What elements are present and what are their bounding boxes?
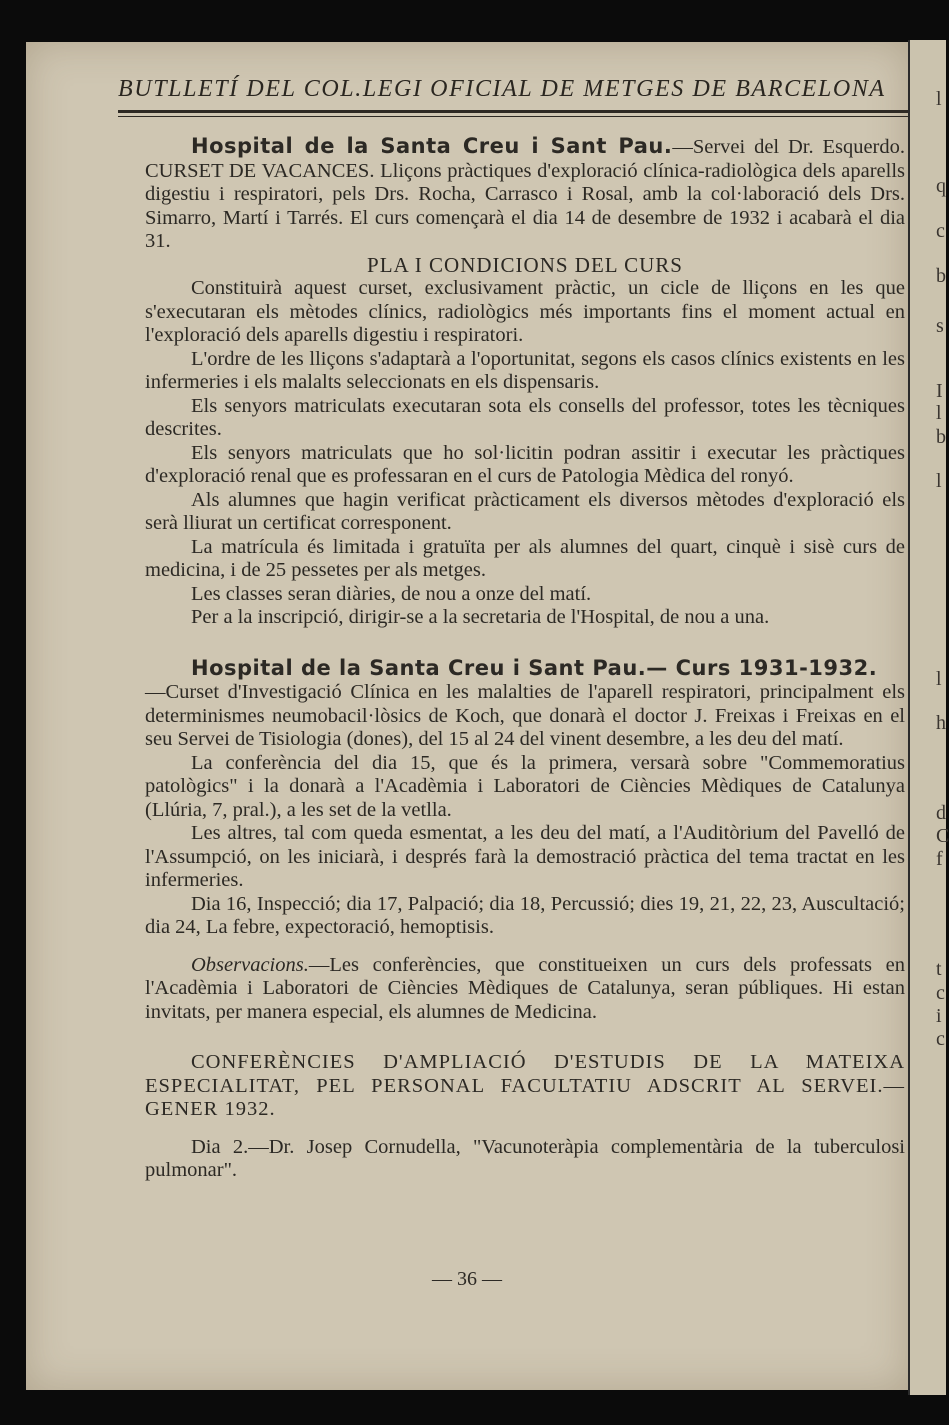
- paragraph: Les altres, tal com queda esmentat, a les deu del matí, a l'Auditòrium del Pavelló de l'Assumpció, on les iniciarà, i després farà la demostració pràctica del tema tractat en les infermeries.: [145, 822, 905, 891]
- section-1-intro-text: —Servei del Dr. Esquerdo. CURSET DE VACANCES. Lliçons pràctiques d'exploració clínica-radiològica dels aparells digestiu i respiratori, pels Drs. Rocha, Carrasco i Rosal, amb la col·laboració dels Drs. Simarro, Martí i Tarrés. El curs començarà el dia 14 de desembre de 1932 i acabarà el dia 31.: [145, 136, 905, 252]
- course-plan-title: PLA I CONDICIONS DEL CURS: [367, 252, 683, 277]
- adjacent-fragment: l: [936, 402, 942, 424]
- paragraph: Constituirà aquest curset, exclusivament pràctic, un cicle de lliçons en les que s'executaran els mètodes clínics, radiològics més importants fins el moment actual en l'exploració dels aparells digestiu i respiratori.: [145, 277, 905, 346]
- header-rule: [118, 110, 908, 113]
- adjacent-fragment: c: [936, 220, 945, 242]
- observations-text: —Les conferències, que constitueixen un curs dels professats en l'Acadèmia i Laboratori de Ciències Mèdiques de Catalunya, seran públiques. Hi estan invitats, per manera especial, els alumnes de Medicina.: [145, 953, 905, 1023]
- spacer: [145, 630, 905, 657]
- running-header: BUTLLETÍ DEL COL.LEGI OFICIAL DE METGES DE BARCELONA: [118, 76, 886, 102]
- paragraph: La conferència del dia 15, que és la primera, versarà sobre "Commemoratius patològics" i la donarà a l'Acadèmia i Laboratori de Ciències Mèdiques de Catalunya (Llúria, 7, pral.), a les set de la vetlla.: [145, 751, 905, 821]
- paragraph: L'ordre de les lliçons s'adaptarà a l'oportunitat, segons els casos clínics existents en les infermeries i els malalts seleccionats en els dispensaris.: [145, 347, 905, 393]
- section-2-heading: Hospital de la Santa Creu i Sant Pau.— Curs 1931-1932.: [191, 655, 878, 680]
- spacer: [145, 1024, 905, 1051]
- adjacent-fragment: l: [936, 668, 942, 690]
- adjacent-fragment: b: [936, 265, 946, 287]
- adjacent-fragment: c: [936, 982, 945, 1004]
- section-3-heading: CONFERÈNCIES D'AMPLIACIÓ D'ESTUDIS DE LA MATEIXA ESPECIALITAT, PEL PERSONAL FACULTATIU ADSCRIT AL SERVEI.—GENER 1932.: [145, 1051, 905, 1120]
- adjacent-fragment: s: [936, 315, 944, 337]
- paragraph: Dia 2.—Dr. Josep Cornudella, "Vacunoteràpia complementària de la tuberculosi pulmonar".: [145, 1135, 905, 1181]
- adjacent-fragment: C: [936, 825, 949, 847]
- section-2-heading-line: [145, 657, 905, 682]
- adjacent-fragment: I: [936, 380, 943, 402]
- spacer: [145, 1122, 905, 1136]
- header-rule-thin: [118, 116, 908, 117]
- adjacent-fragment: i: [936, 1005, 942, 1027]
- paragraph: Els senyors matriculats que ho sol·licitin podran assitir i executar les pràctiques d'exploració renal que es professaran en el curs de Patologia Mèdica del ronyó.: [145, 441, 905, 487]
- section-1-heading: Hospital de la Santa Creu i Sant Pau.: [191, 134, 673, 158]
- paragraph: Dia 16, Inspecció; dia 17, Palpació; dia 18, Percussió; dies 19, 21, 22, 23, Auscultació; dia 24, La febre, expectoració, hemoptisis.: [145, 892, 905, 938]
- paragraph: Per a la inscripció, dirigir-se a la secretaria de l'Hospital, de nou a una.: [191, 606, 770, 628]
- page-number: — 36 —: [432, 1268, 502, 1290]
- observations-paragraph: [145, 954, 905, 1025]
- paragraph: La matrícula és limitada i gratuïta per als alumnes del quart, cinquè i sisè curs de medicina, i de 25 pessetes per als metges.: [145, 535, 905, 581]
- observations-label: Observacions.: [191, 953, 309, 976]
- adjacent-page-edge: [908, 40, 949, 1395]
- spacer: [145, 940, 905, 954]
- paragraph: Als alumnes que hagin verificat pràcticament els diversos mètodes d'exploració els serà lliurat un certificat corresponent.: [145, 488, 905, 534]
- adjacent-fragment: d: [936, 802, 946, 824]
- adjacent-fragment: c: [936, 1028, 945, 1050]
- adjacent-fragment: q: [936, 175, 946, 197]
- section-1-intro: [145, 135, 905, 254]
- adjacent-fragment: h: [936, 712, 946, 734]
- article-body: [145, 135, 905, 1183]
- section-2-intro: —Curset d'Investigació Clínica en les malalties de l'aparell respiratori, principalment els determinismes neumobacil·lòsics de Koch, que donarà el doctor J. Freixas i Freixas en el seu Servei de Tisiologia (dones), del 15 al 24 del vinent desembre, a les deu del matí.: [145, 681, 905, 750]
- adjacent-fragment: l: [936, 88, 942, 110]
- adjacent-fragment: t: [936, 958, 942, 980]
- adjacent-fragment: b: [936, 426, 946, 448]
- paragraph: Els senyors matriculats executaran sota els consells del professor, totes les tècniques descrites.: [145, 394, 905, 440]
- paragraph: Les classes seran diàries, de nou a onze del matí.: [191, 582, 592, 605]
- adjacent-fragment: l: [936, 470, 942, 492]
- adjacent-fragment: f: [936, 848, 943, 870]
